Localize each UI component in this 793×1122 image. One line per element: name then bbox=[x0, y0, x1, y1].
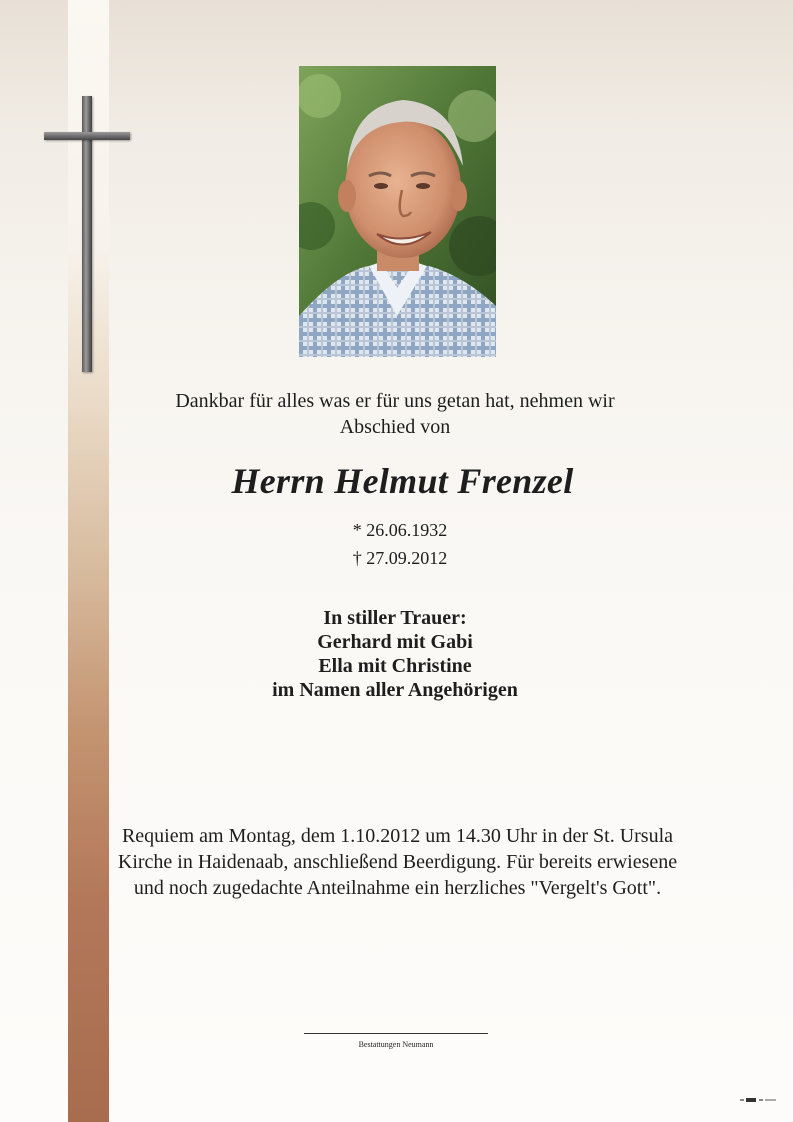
deceased-name: Herrn Helmut Frenzel bbox=[231, 461, 574, 501]
mourner-line: Ella mit Christine bbox=[318, 655, 472, 677]
footer-divider bbox=[304, 1033, 488, 1034]
birth-date: * 26.06.1932 bbox=[352, 520, 448, 540]
life-dates bbox=[250, 516, 550, 572]
requiem-notice: Requiem am Montag, dem 1.10.2012 um 14.30 Uhr in der St. Ursula Kirche in Haidenaab, anschließend Beerdigung. Für bereits erwiesene und noch zugedachte Anteilnahme ein herzliches "Vergelt's Gott". bbox=[117, 825, 678, 899]
cross-horizontal-beam bbox=[44, 132, 130, 140]
cross-icon bbox=[44, 96, 130, 372]
intro-text: Dankbar für alles was er für uns getan hat, nehmen wir Abschied von bbox=[175, 390, 615, 438]
portrait-photo bbox=[299, 66, 496, 357]
portrait-illustration bbox=[299, 66, 496, 357]
mourners-heading: In stiller Trauer: bbox=[323, 607, 467, 629]
printer-mark-icon bbox=[740, 1097, 776, 1103]
undertaker-name: Bestattungen Neumann bbox=[358, 1040, 434, 1049]
death-date: † 27.09.2012 bbox=[352, 548, 448, 568]
mourners-block bbox=[195, 606, 595, 702]
mourner-line: im Namen aller Angehörigen bbox=[272, 679, 518, 701]
mourner-line: Gerhard mit Gabi bbox=[317, 631, 473, 653]
